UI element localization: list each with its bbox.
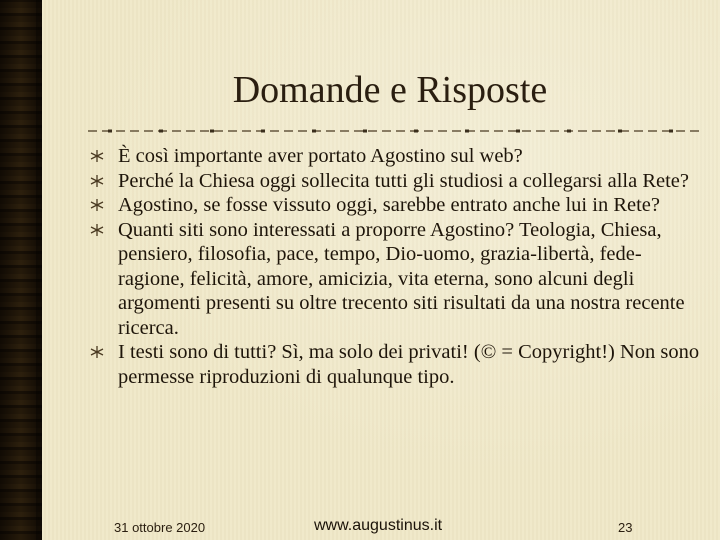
asterisk-bullet-icon: [90, 345, 104, 359]
rule-dot: [312, 130, 316, 133]
bullet-text: Quanti siti sono interessati a proporre Agostino? Teologia, Chiesa, pensiero, filosofia, pace, tempo, Dio-uomo, grazia-libertà, fede-ragione, felicità, amore, amicizia, vita eterna, sono alcuni degli argomenti presenti su oltre trecento siti risultati da una nostra recente ricerca.: [118, 218, 685, 339]
rule-dot: [567, 130, 571, 133]
rule-dot: [159, 130, 163, 133]
asterisk-bullet-icon: [90, 174, 104, 188]
bullet-item: [90, 169, 702, 194]
slide-title: Domande e Risposte: [232, 69, 548, 111]
rule-dot: [363, 130, 367, 133]
bullet-item: [90, 218, 702, 341]
bullet-text: I testi sono di tutti? Sì, ma solo dei privati! (© = Copyright!) Non sono permesse riproduzioni di qualunque tipo.: [118, 341, 700, 388]
footer-date: 31 ottobre 2020: [114, 520, 206, 535]
rule-dot: [618, 130, 622, 133]
title-divider: [88, 128, 700, 134]
asterisk-bullet-icon: [90, 198, 104, 212]
bullet-item: [90, 144, 702, 169]
asterisk-bullet-icon: [90, 149, 104, 163]
rule-dot: [465, 130, 469, 133]
bullet-text: È così importante aver portato Agostino sul web?: [118, 145, 523, 167]
bullet-text: Perché la Chiesa oggi sollecita tutti gli studiosi a collegarsi alla Rete?: [118, 169, 689, 192]
bullet-item: [90, 193, 702, 218]
bullet-text: Agostino, se fosse vissuto oggi, sarebbe entrato anche lui in Rete?: [118, 194, 660, 216]
rule-dot: [210, 130, 214, 133]
footer-page-number: 23: [618, 520, 633, 535]
bullet-list: [90, 144, 702, 389]
bullet-item: [90, 340, 702, 389]
rule-dot: [261, 130, 265, 133]
book-spine-border: [0, 0, 42, 540]
rule-dot: [516, 130, 520, 133]
rule-dot: [669, 130, 673, 133]
footer-url: www.augustinus.it: [314, 517, 443, 534]
rule-dot: [414, 130, 418, 133]
asterisk-bullet-icon: [90, 223, 104, 237]
rule-dot: [108, 130, 112, 133]
